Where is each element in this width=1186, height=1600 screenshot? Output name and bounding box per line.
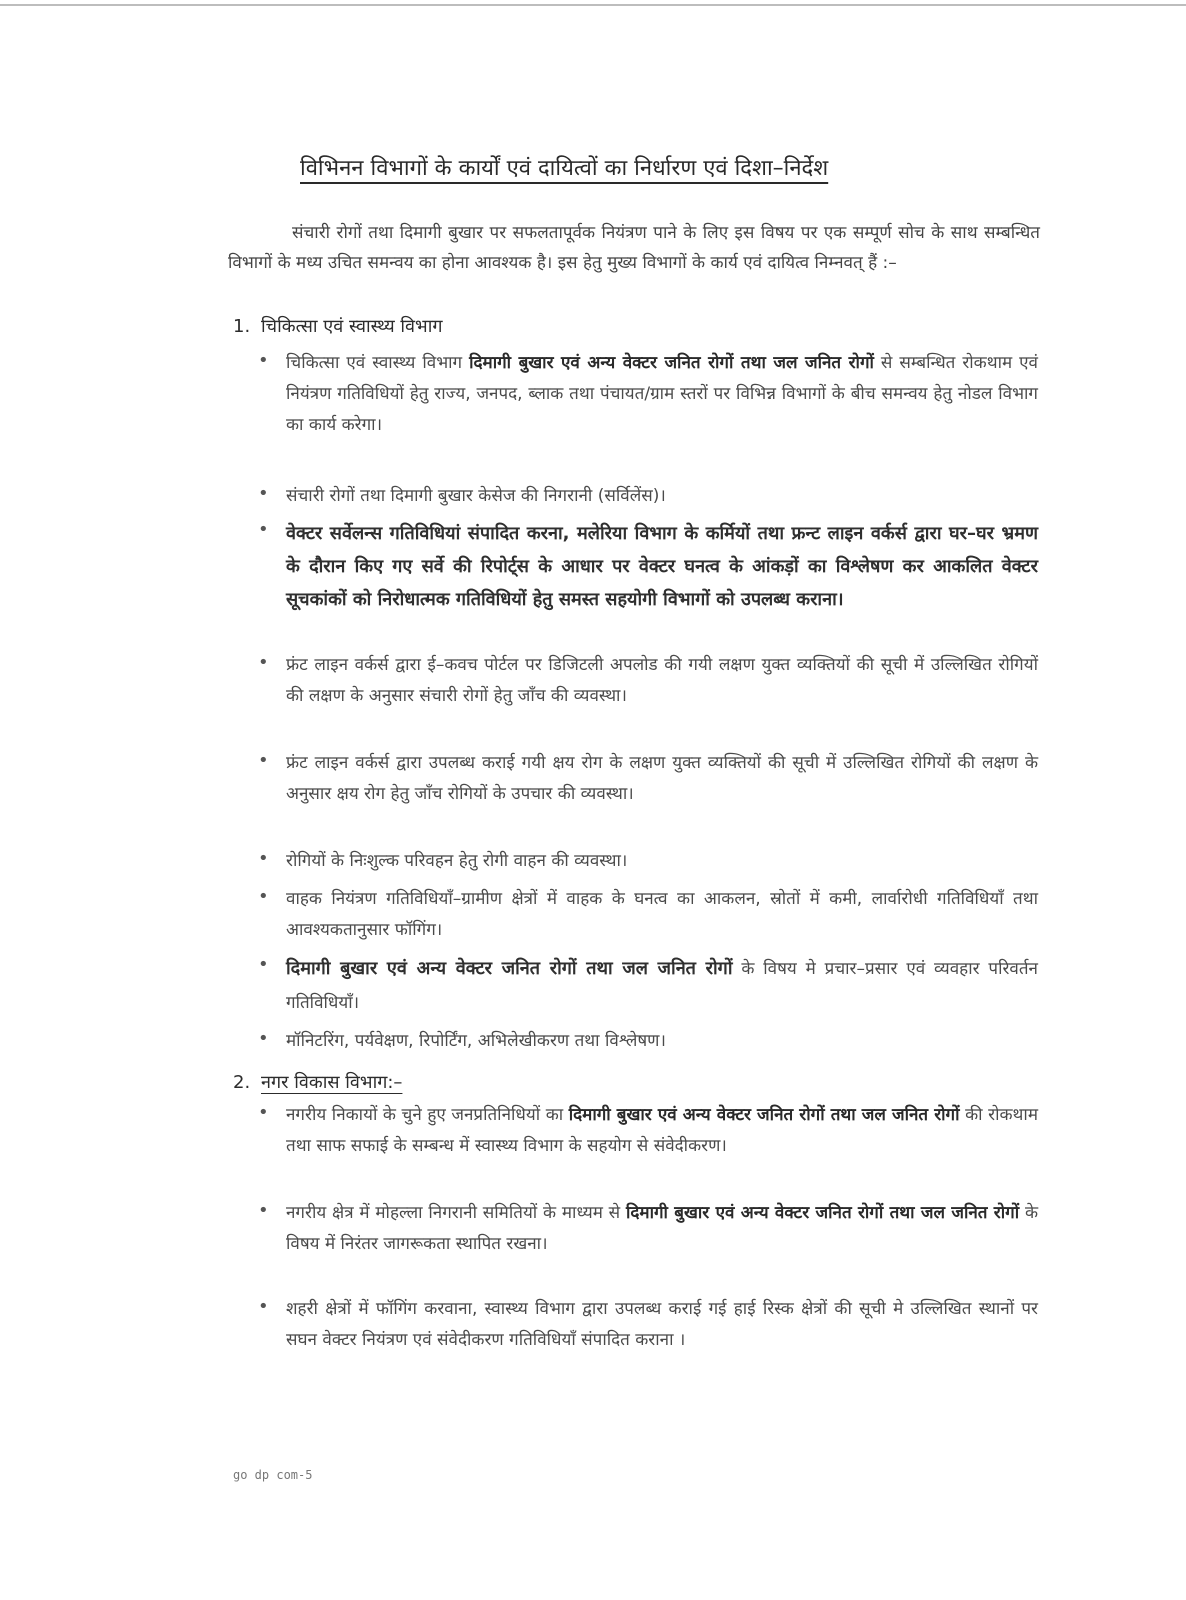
section-1-bullet-4 — [258, 650, 1038, 712]
bullet-text: मॉनिटरिंग, पर्यवेक्षण, रिपोर्टिंग, अभिलेखीकरण तथा विश्लेषण। — [286, 1031, 666, 1051]
top-border-line — [0, 4, 1186, 6]
bullet-text: चिकित्सा एवं स्वास्थ्य विभाग — [286, 353, 470, 373]
bullet-dot-icon: • — [258, 954, 269, 975]
section-1-bullet-9 — [258, 1026, 1038, 1057]
section-1-bullet-5 — [258, 748, 1038, 810]
section-1-bullet-3 — [258, 517, 1038, 616]
bullet-text: की रोकथाम तथा साफ सफाई के सम्बन्ध में स्वास्थ्य विभाग के सहयोग से संवेदीकरण। — [286, 1105, 1038, 1156]
bullet-dot-icon: • — [258, 1200, 269, 1221]
bullet-text: से सम्बन्धित रोकथाम एवं नियंत्रण गतिविधियों हेतु राज्य, जनपद, ब्लाक तथा पंचायत/ग्राम स्तरों पर विभिन्न विभागों के बीच समन्वय हेतु नोडल विभाग का कार्य करेगा। — [286, 353, 1039, 435]
bullet-bold-text: दिमागी बुखार एवं अन्य वेक्टर जनित रोगों तथा जल जनित रोगों — [568, 1105, 960, 1125]
footer-reference: go dp com-5 — [233, 1468, 313, 1482]
bullet-text: संचारी रोगों तथा दिमागी बुखार केसेज की निगरानी (सर्विलेंस)। — [286, 486, 666, 506]
bullet-dot-icon: • — [258, 350, 269, 371]
bullet-text: के विषय में निरंतर जागरूकता स्थापित रखना। — [286, 1203, 1039, 1254]
bullet-text: फ्रंट लाइन वर्कर्स द्वारा उपलब्ध कराई गयी क्षय रोग के लक्षण युक्त व्यक्तियों की सूची में उल्लिखित रोगियों की लक्षण के अनुसार क्षय रोग हेतु जाँच रोगियों के उपचार की व्यवस्था। — [286, 753, 1038, 804]
section-1-number: 1. — [233, 316, 251, 337]
bullet-text: नगरीय क्षेत्र में मोहल्ला निगरानी समितियों के माध्यम से — [286, 1203, 626, 1223]
section-1-title: चिकित्सा एवं स्वास्थ्य विभाग — [261, 316, 443, 337]
page-title: विभिनन विभागों के कार्यों एवं दायित्वों का निर्धारण एवं दिशा–निर्देश — [300, 156, 829, 181]
bullet-dot-icon: • — [258, 1028, 269, 1049]
section-1-bullet-1 — [258, 348, 1038, 441]
bullet-text: शहरी क्षेत्रों में फॉगिंग करवाना, स्वास्थ्य विभाग द्वारा उपलब्ध कराई गई हाई रिस्क क्षेत्रों की सूची मे उल्लिखित स्थानों पर सघन वेक्टर नियंत्रण एवं संवेदीकरण गतिविधियाँ संपादित कराना । — [286, 1299, 1038, 1350]
bullet-bold-text: दिमागी बुखार एवं अन्य वेक्टर जनित रोगों तथा जल जनित रोगों — [625, 1203, 1020, 1223]
section-1-bullet-6 — [258, 846, 1038, 877]
bullet-dot-icon: • — [258, 1102, 269, 1123]
bullet-bold-text: दिमागी बुखार एवं अन्य वेक्टर जनित रोगों तथा जल जनित रोगों — [469, 353, 874, 373]
bullet-text: वेक्टर सर्वेलन्स गतिविधियां संपादित करना, मलेरिया विभाग के कर्मियों तथा फ्रन्ट लाइन वर्कर्स द्वारा घर–घर भ्रमण के दौरान किए गए सर्वे की रिपोर्ट्स के आधार पर वेक्टर घनत्व के आंकड़ों का विश्लेषण कर आकलित वेक्टर सूचकांकों को निरोधात्मक गतिविधियों हेतु समस्त सहयोगी विभागों को उपलब्ध कराना। — [286, 523, 1038, 610]
bullet-bold-text: दिमागी बुखार एवं अन्य वेक्टर जनित रोगों तथा जल जनित रोगों — [286, 958, 733, 979]
section-1-bullet-7 — [258, 884, 1038, 946]
section-2-bullet-2 — [258, 1198, 1038, 1260]
bullet-dot-icon: • — [258, 848, 269, 869]
intro-paragraph: संचारी रोगों तथा दिमागी बुखार पर सफलतापूर्वक नियंत्रण पाने के लिए इस विषय पर एक सम्पूर्ण सोच के साथ सम्बन्धित विभागों के मध्य उचित समन्वय का होना आवश्यक है। इस हेतु मुख्य विभागों के कार्य एवं दायित्व निम्नवत् हैं :– — [228, 223, 1040, 273]
section-2-number: 2. — [233, 1072, 251, 1093]
section-2-heading — [233, 1070, 402, 1094]
bullet-text: नगरीय निकायों के चुने हुए जनप्रतिनिधियों का — [286, 1105, 569, 1125]
bullet-dot-icon: • — [258, 750, 269, 771]
bullet-dot-icon: • — [258, 483, 269, 504]
section-2-title: नगर विकास विभाग:– — [261, 1072, 403, 1093]
bullet-dot-icon: • — [258, 652, 269, 673]
bullet-dot-icon: • — [258, 886, 269, 907]
section-1-heading — [233, 314, 443, 338]
bullet-text: फ्रंट लाइन वर्कर्स द्वारा ई–कवच पोर्टल पर डिजिटली अपलोड की गयी लक्षण युक्त व्यक्तियों की सूची में उल्लिखित रोगियों की लक्षण के अनुसार संचारी रोगों हेतु जाँच की व्यवस्था। — [286, 655, 1038, 706]
bullet-text: के विषय मे प्रचार–प्रसार एवं व्यवहार परिवर्तन गतिविधियाँ। — [286, 959, 1038, 1013]
section-1-bullet-2 — [258, 481, 1038, 512]
section-1-bullet-8 — [258, 952, 1038, 1020]
section-2-bullet-1 — [258, 1100, 1038, 1162]
bullet-text: रोगियों के निःशुल्क परिवहन हेतु रोगी वाहन की व्यवस्था। — [286, 851, 628, 871]
bullet-dot-icon: • — [258, 519, 269, 540]
bullet-text: वाहक नियंत्रण गतिविधियाँ–ग्रामीण क्षेत्रों में वाहक के घनत्व का आकलन, स्रोतों में कमी, लार्वारोधी गतिविधियाँ तथा आवश्यकतानुसार फॉगिंग। — [286, 889, 1038, 940]
bullet-dot-icon: • — [258, 1296, 269, 1317]
section-2-bullet-3 — [258, 1294, 1038, 1356]
